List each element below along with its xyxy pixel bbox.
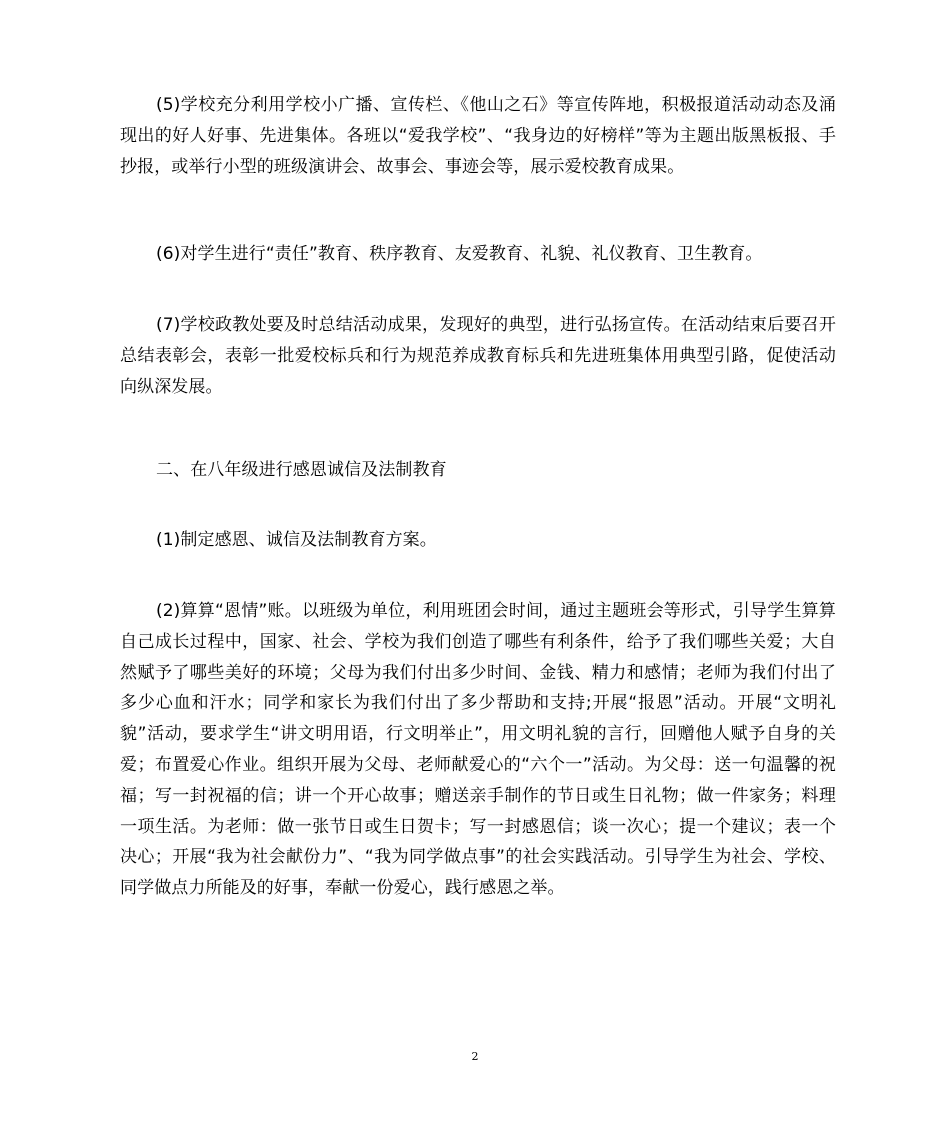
paragraph-item-6: (6)对学生进行“责任”教育、秩序教育、友爱教育、礼貌、礼仪教育、卫生教育。	[156, 244, 763, 264]
page-number: 2	[471, 1050, 479, 1063]
paragraph-item-2: (2)算算“恩情”账。以班级为单位，利用班团会时间，通过主题班会等形式，引导学生算算自己成长过程中，国家、社会、学校为我们创造了哪些有利条件，给予了我们哪些关爱；大自然赋予了哪些美好的环境；父母为我们付出多少时间、金钱、精力和感情；老师为我们付出了多少心血和汗水；同学和家长为我们付出了多少帮助和支持;开展“报恩”活动。开展“文明礼貌”活动，要求学生“讲文明用语，行文明举止”，用文明礼貌的言行，回赠他人赋予自身的关爱；布置爱心作业。组织开展为父母、老师献爱心的“六个一”活动。为父母：送一句温馨的祝福；写一封祝福的信；讲一个开心故事；赠送亲手制作的节日或生日礼物；做一件家务；料理一项生活。为老师：做一张节日或生日贺卡；写一封感恩信；谈一次心；提一个建议；表一个决心；开展“我为社会献份力”、“我为同学做点事”的社会实践活动。引导学生为社会、学校、同学做点力所能及的好事，奉献一份爱心，践行感恩之举。	[120, 601, 836, 899]
paragraph-item-1: (1)制定感恩、诚信及法制教育方案。	[156, 530, 437, 550]
section-heading-grade-eight: 二、在八年级进行感恩诚信及法制教育	[156, 460, 447, 480]
paragraph-item-5: (5)学校充分利用学校小广播、宣传栏、《他山之石》等宣传阵地，积极报道活动动态及涌现出的好人好事、先进集体。各班以“爱我学校”、“我身边的好榜样”等为主题出版黑板报、手抄报，或举行小型的班级演讲会、故事会、事迹会等，展示爱校教育成果。	[120, 95, 836, 177]
paragraph-item-7: (7)学校政教处要及时总结活动成果，发现好的典型，进行弘扬宣传。在活动结束后要召开总结表彰会，表彰一批爱校标兵和行为规范养成教育标兵和先进班集体用典型引路，促使活动向纵深发展。	[120, 315, 836, 397]
